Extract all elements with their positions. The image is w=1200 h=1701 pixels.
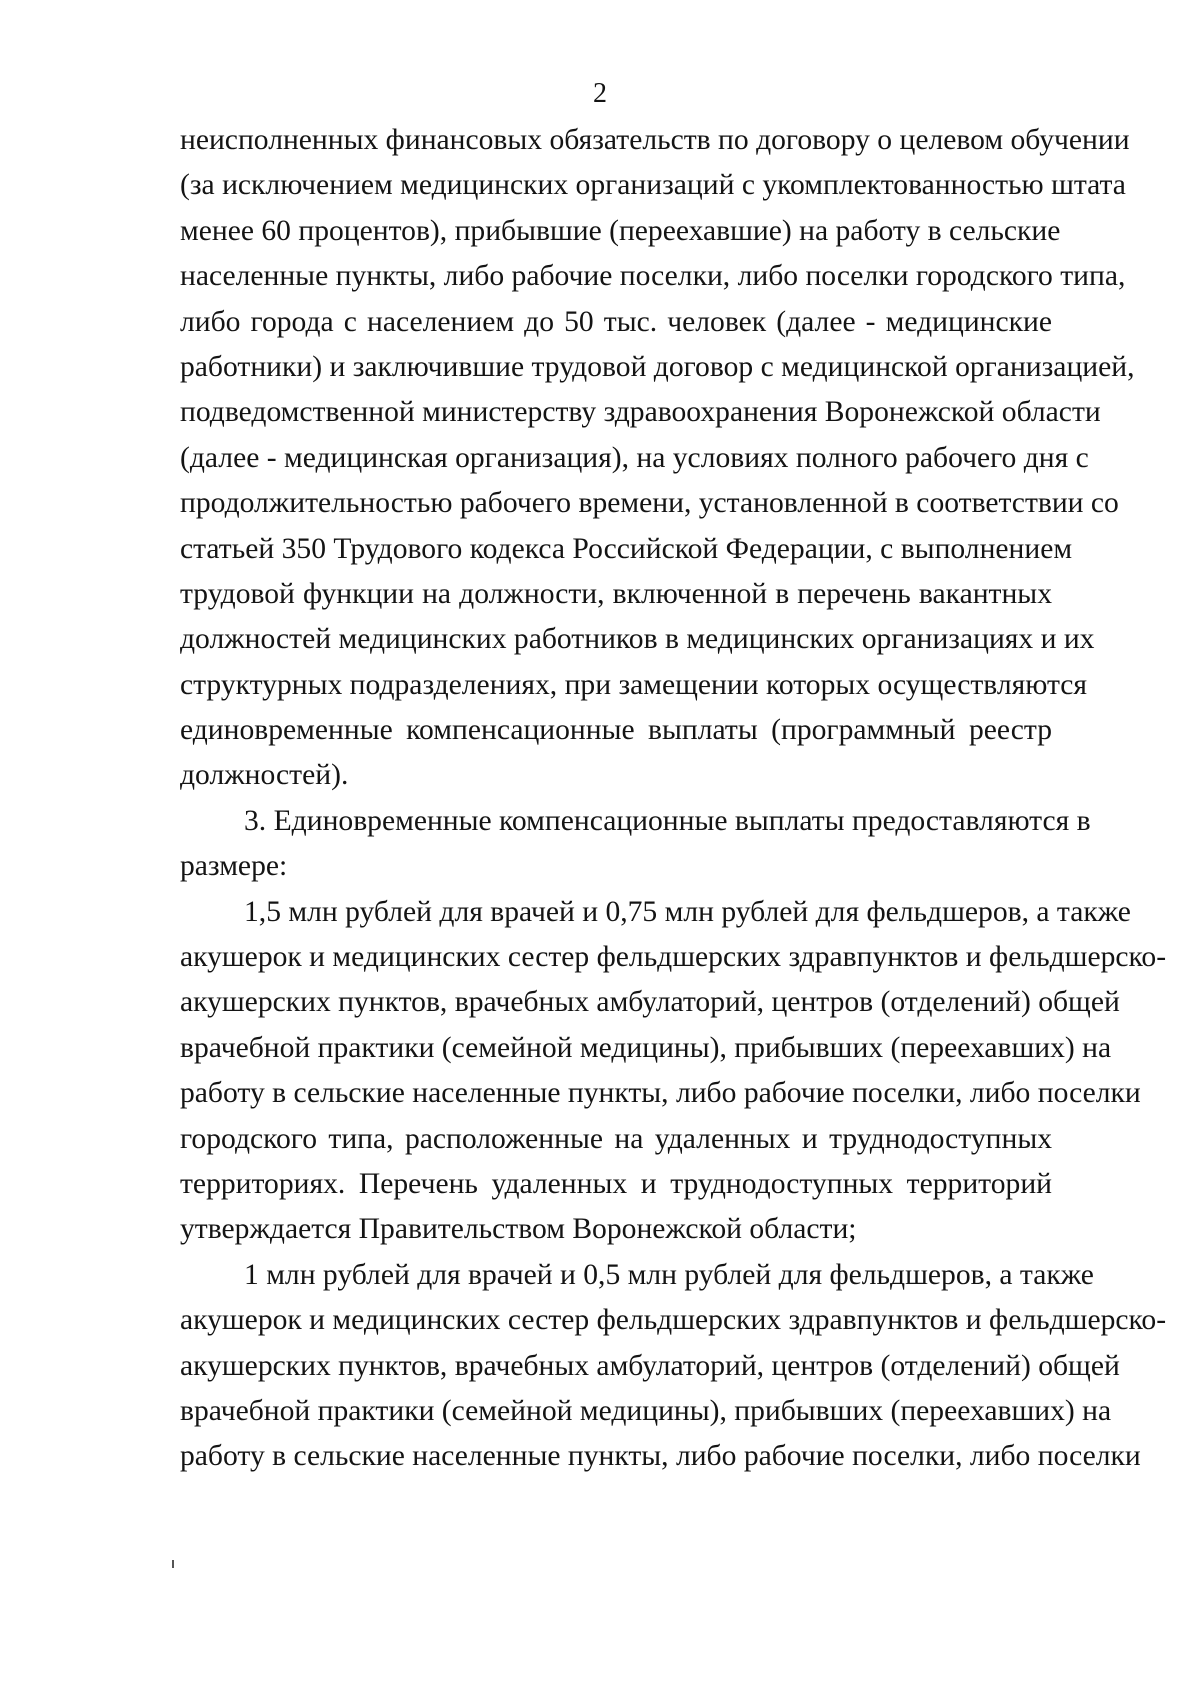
paragraph: [180, 890, 1167, 1253]
paragraph: [180, 118, 1135, 799]
text-line: работники) и заключившие трудовой договор с медицинской организацией,: [180, 350, 1135, 383]
text-line: городского типа, расположенные на удаленных и труднодоступных: [180, 1122, 1052, 1155]
text-line: работу в сельские населенные пункты, либо рабочие поселки, либо поселки: [180, 1077, 1141, 1110]
text-line: единовременные компенсационные выплаты (программный реестр: [180, 714, 1052, 747]
text-line: акушерских пунктов, врачебных амбулаторий, центров (отделений) общей: [180, 1349, 1120, 1382]
text-line: должностей медицинских работников в медицинских организациях и их: [180, 623, 1095, 656]
text-line: населенные пункты, либо рабочие поселки, либо поселки городского типа,: [180, 260, 1126, 293]
text-line: акушерок и медицинских сестер фельдшерских здравпунктов и фельдшерско-: [180, 1304, 1167, 1337]
text-line: утверждается Правительством Воронежской области;: [180, 1213, 857, 1246]
text-line: 3. Единовременные компенсационные выплаты предоставляются в: [244, 804, 1091, 837]
text-line: акушерок и медицинских сестер фельдшерских здравпунктов и фельдшерско-: [180, 941, 1167, 974]
text-line: работу в сельские населенные пункты, либо рабочие поселки, либо поселки: [180, 1440, 1141, 1473]
text-line: статьей 350 Трудового кодекса Российской Федерации, с выполнением: [180, 532, 1073, 565]
text-line: (далее - медицинская организация), на условиях полного рабочего дня с: [180, 441, 1089, 474]
paragraph: [180, 1253, 1167, 1480]
text-line: должностей).: [180, 759, 349, 792]
text-line: менее 60 процентов), прибывшие (переехавшие) на работу в сельские: [180, 214, 1061, 247]
text-line: 1,5 млн рублей для врачей и 0,75 млн рублей для фельдшеров, а также: [244, 895, 1131, 928]
text-line: трудовой функции на должности, включенной в перечень вакантных: [180, 577, 1052, 610]
text-line: территориях. Перечень удаленных и труднодоступных территорий: [180, 1167, 1052, 1200]
text-line: врачебной практики (семейной медицины), прибывших (переехавших) на: [180, 1394, 1112, 1427]
text-line: (за исключением медицинских организаций с укомплектованностью штата: [180, 169, 1126, 202]
text-line: размере:: [180, 850, 288, 883]
text-line: подведомственной министерству здравоохранения Воронежской области: [180, 396, 1101, 429]
scan-artifact: [172, 1560, 174, 1568]
document-body: [180, 118, 1167, 1480]
text-line: продолжительностью рабочего времени, установленной в соответствии со: [180, 487, 1119, 520]
text-line: структурных подразделениях, при замещении которых осуществляются: [180, 668, 1087, 701]
page-number: 2: [593, 78, 607, 109]
text-line: врачебной практики (семейной медицины), прибывших (переехавших) на: [180, 1031, 1112, 1064]
text-line: 1 млн рублей для врачей и 0,5 млн рублей для фельдшеров, а также: [244, 1258, 1094, 1291]
paragraph: [180, 799, 1091, 890]
text-line: неисполненных финансовых обязательств по договору о целевом обучении: [180, 124, 1130, 156]
text-line: либо города с населением до 50 тыс. человек (далее - медицинские: [180, 305, 1052, 338]
text-line: акушерских пунктов, врачебных амбулаторий, центров (отделений) общей: [180, 986, 1120, 1019]
